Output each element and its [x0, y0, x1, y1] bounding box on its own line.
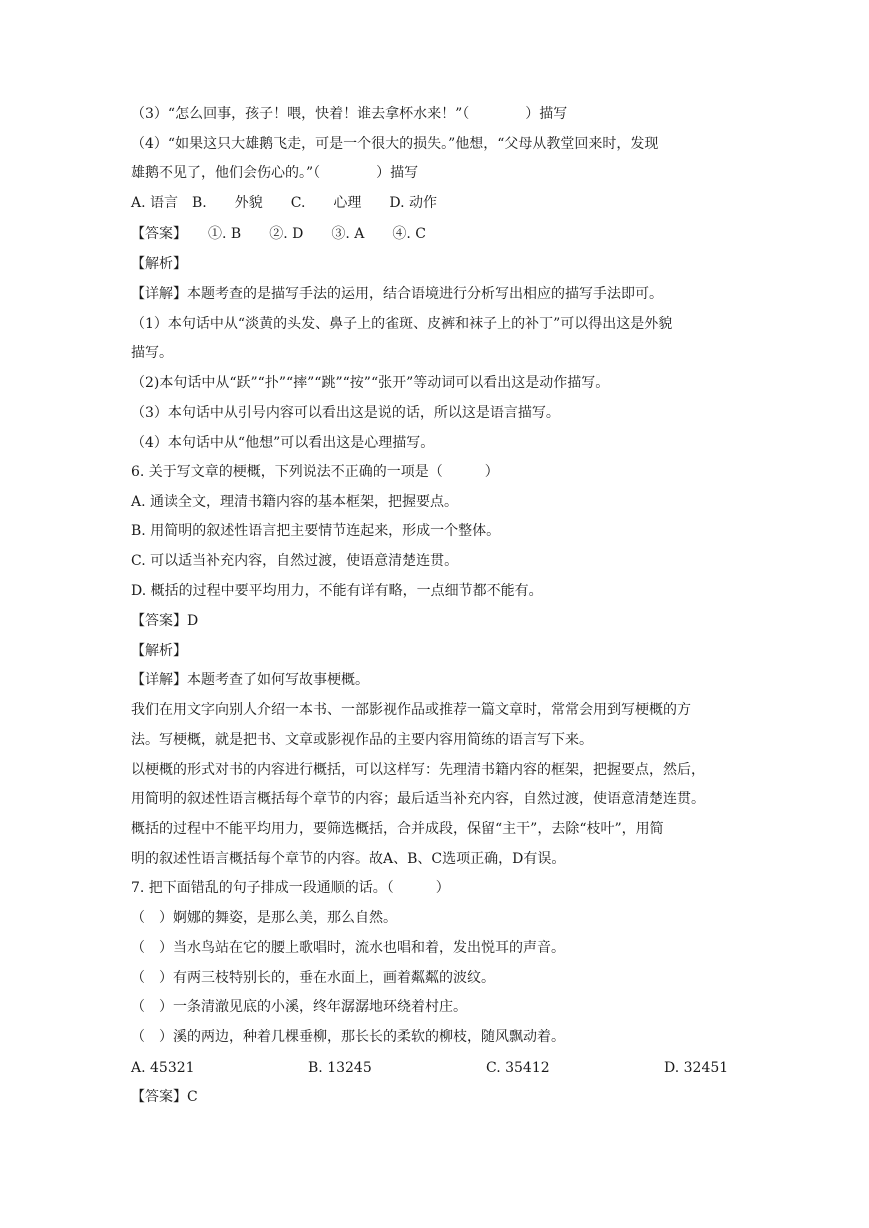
q6-answer: 【答案】D	[131, 613, 199, 629]
q5-item4-line2: 雄鹅不见了，他们会伤心的。”（ ）描写	[131, 165, 419, 181]
q7-option-b: B. 13245	[308, 1060, 372, 1076]
q7-stem: 7. 把下面错乱的句子排成一段通顺的话。（ ）	[131, 880, 450, 896]
q5-exp1-line1: （1）本句话中从“淡黄的头发、鼻子上的雀斑、皮裤和袜子上的补丁”可以得出这是外貌	[131, 316, 673, 332]
q6-p3-line1: 概括的过程中不能平均用力，要筛选概括，合并成段，保留“主干”，去除“枝叶”，用简	[131, 821, 664, 837]
q6-detail: 【详解】本题考查了如何写故事梗概。	[131, 672, 369, 688]
q5-exp2: （2)本句话中从“跃”“扑”“摔”“跳”“按”“张开”等动词可以看出这是动作描写。	[131, 375, 610, 391]
q6-option-a: A. 通读全文，理清书籍内容的基本框架，把握要点。	[131, 494, 459, 510]
q5-answer: 【答案】 ①. B ②. D ③. A ④. C	[131, 226, 426, 242]
q6-stem: 6. 关于写文章的梗概，下列说法不正确的一项是（ ）	[131, 464, 499, 480]
q7-options	[131, 1058, 751, 1078]
q6-p1-line1: 我们在用文字向别人介绍一本书、一部影视作品或推荐一篇文章时，常常会用到写梗概的方	[131, 702, 691, 718]
q6-p2-line2: 用简明的叙述性语言概括每个章节的内容；最后适当补充内容，自然过渡，使语意清楚连贯。	[131, 791, 705, 807]
q6-p2-line1: 以梗概的形式对书的内容进行概括，可以这样写：先理清书籍内容的框架，把握要点，然后，	[131, 762, 705, 778]
q6-p1-line2: 法。写梗概，就是把书、文章或影视作品的主要内容用简练的语言写下来。	[131, 732, 593, 748]
q5-exp1-line2: 描写。	[131, 345, 173, 361]
q7-option-a: A. 45321	[131, 1060, 195, 1076]
q6-option-d: D. 概括的过程中要平均用力，不能有详有略，一点细节都不能有。	[131, 583, 543, 599]
q5-exp4: （4）本句话中从“他想”可以看出这是心理描写。	[131, 435, 435, 451]
q5-item3: （3）“怎么回事，孩子！喂，快着！谁去拿杯水来！”（ ）描写	[131, 106, 568, 122]
q7-sentence-3: （ ）有两三枝特别长的，垂在水面上，画着粼粼的波纹。	[131, 970, 495, 986]
q5-detail: 【详解】本题考查的是描写手法的运用，结合语境进行分析写出相应的描写手法即可。	[131, 286, 663, 302]
q6-option-c: C. 可以适当补充内容，自然过渡，使语意清楚连贯。	[131, 553, 459, 569]
q5-item4-line1: （4）“如果这只大雄鹅飞走，可是一个很大的损失。”他想，“父母从教堂回来时，发现	[131, 136, 659, 152]
q7-option-c: C. 35412	[486, 1060, 550, 1076]
q7-sentence-2: （ ）当水鸟站在它的腰上歌唱时，流水也唱和着，发出悦耳的声音。	[131, 940, 565, 956]
q5-choices: A. 语言 B. 外貌 C. 心理 D. 动作	[131, 195, 438, 211]
q6-option-b: B. 用简明的叙述性语言把主要情节连起来，形成一个整体。	[131, 523, 501, 539]
q5-analysis-label: 【解析】	[131, 256, 187, 272]
q7-answer: 【答案】C	[131, 1089, 198, 1105]
q6-analysis-label: 【解析】	[131, 643, 187, 659]
q7-option-d: D. 32451	[664, 1060, 729, 1076]
q7-sentence-5: （ ）溪的两边，种着几棵垂柳，那长长的柔软的柳枝，随风飘动着。	[131, 1029, 565, 1045]
q6-p3-line2: 明的叙述性语言概括每个章节的内容。故A、B、C选项正确，D有误。	[131, 851, 566, 867]
q7-sentence-1: （ ）婀娜的舞姿，是那么美，那么自然。	[131, 910, 397, 926]
q7-sentence-4: （ ）一条清澈见底的小溪，终年潺潺地环绕着村庄。	[131, 999, 467, 1015]
q5-exp3: （3）本句话中从引号内容可以看出这是说的话，所以这是语言描写。	[131, 405, 560, 421]
